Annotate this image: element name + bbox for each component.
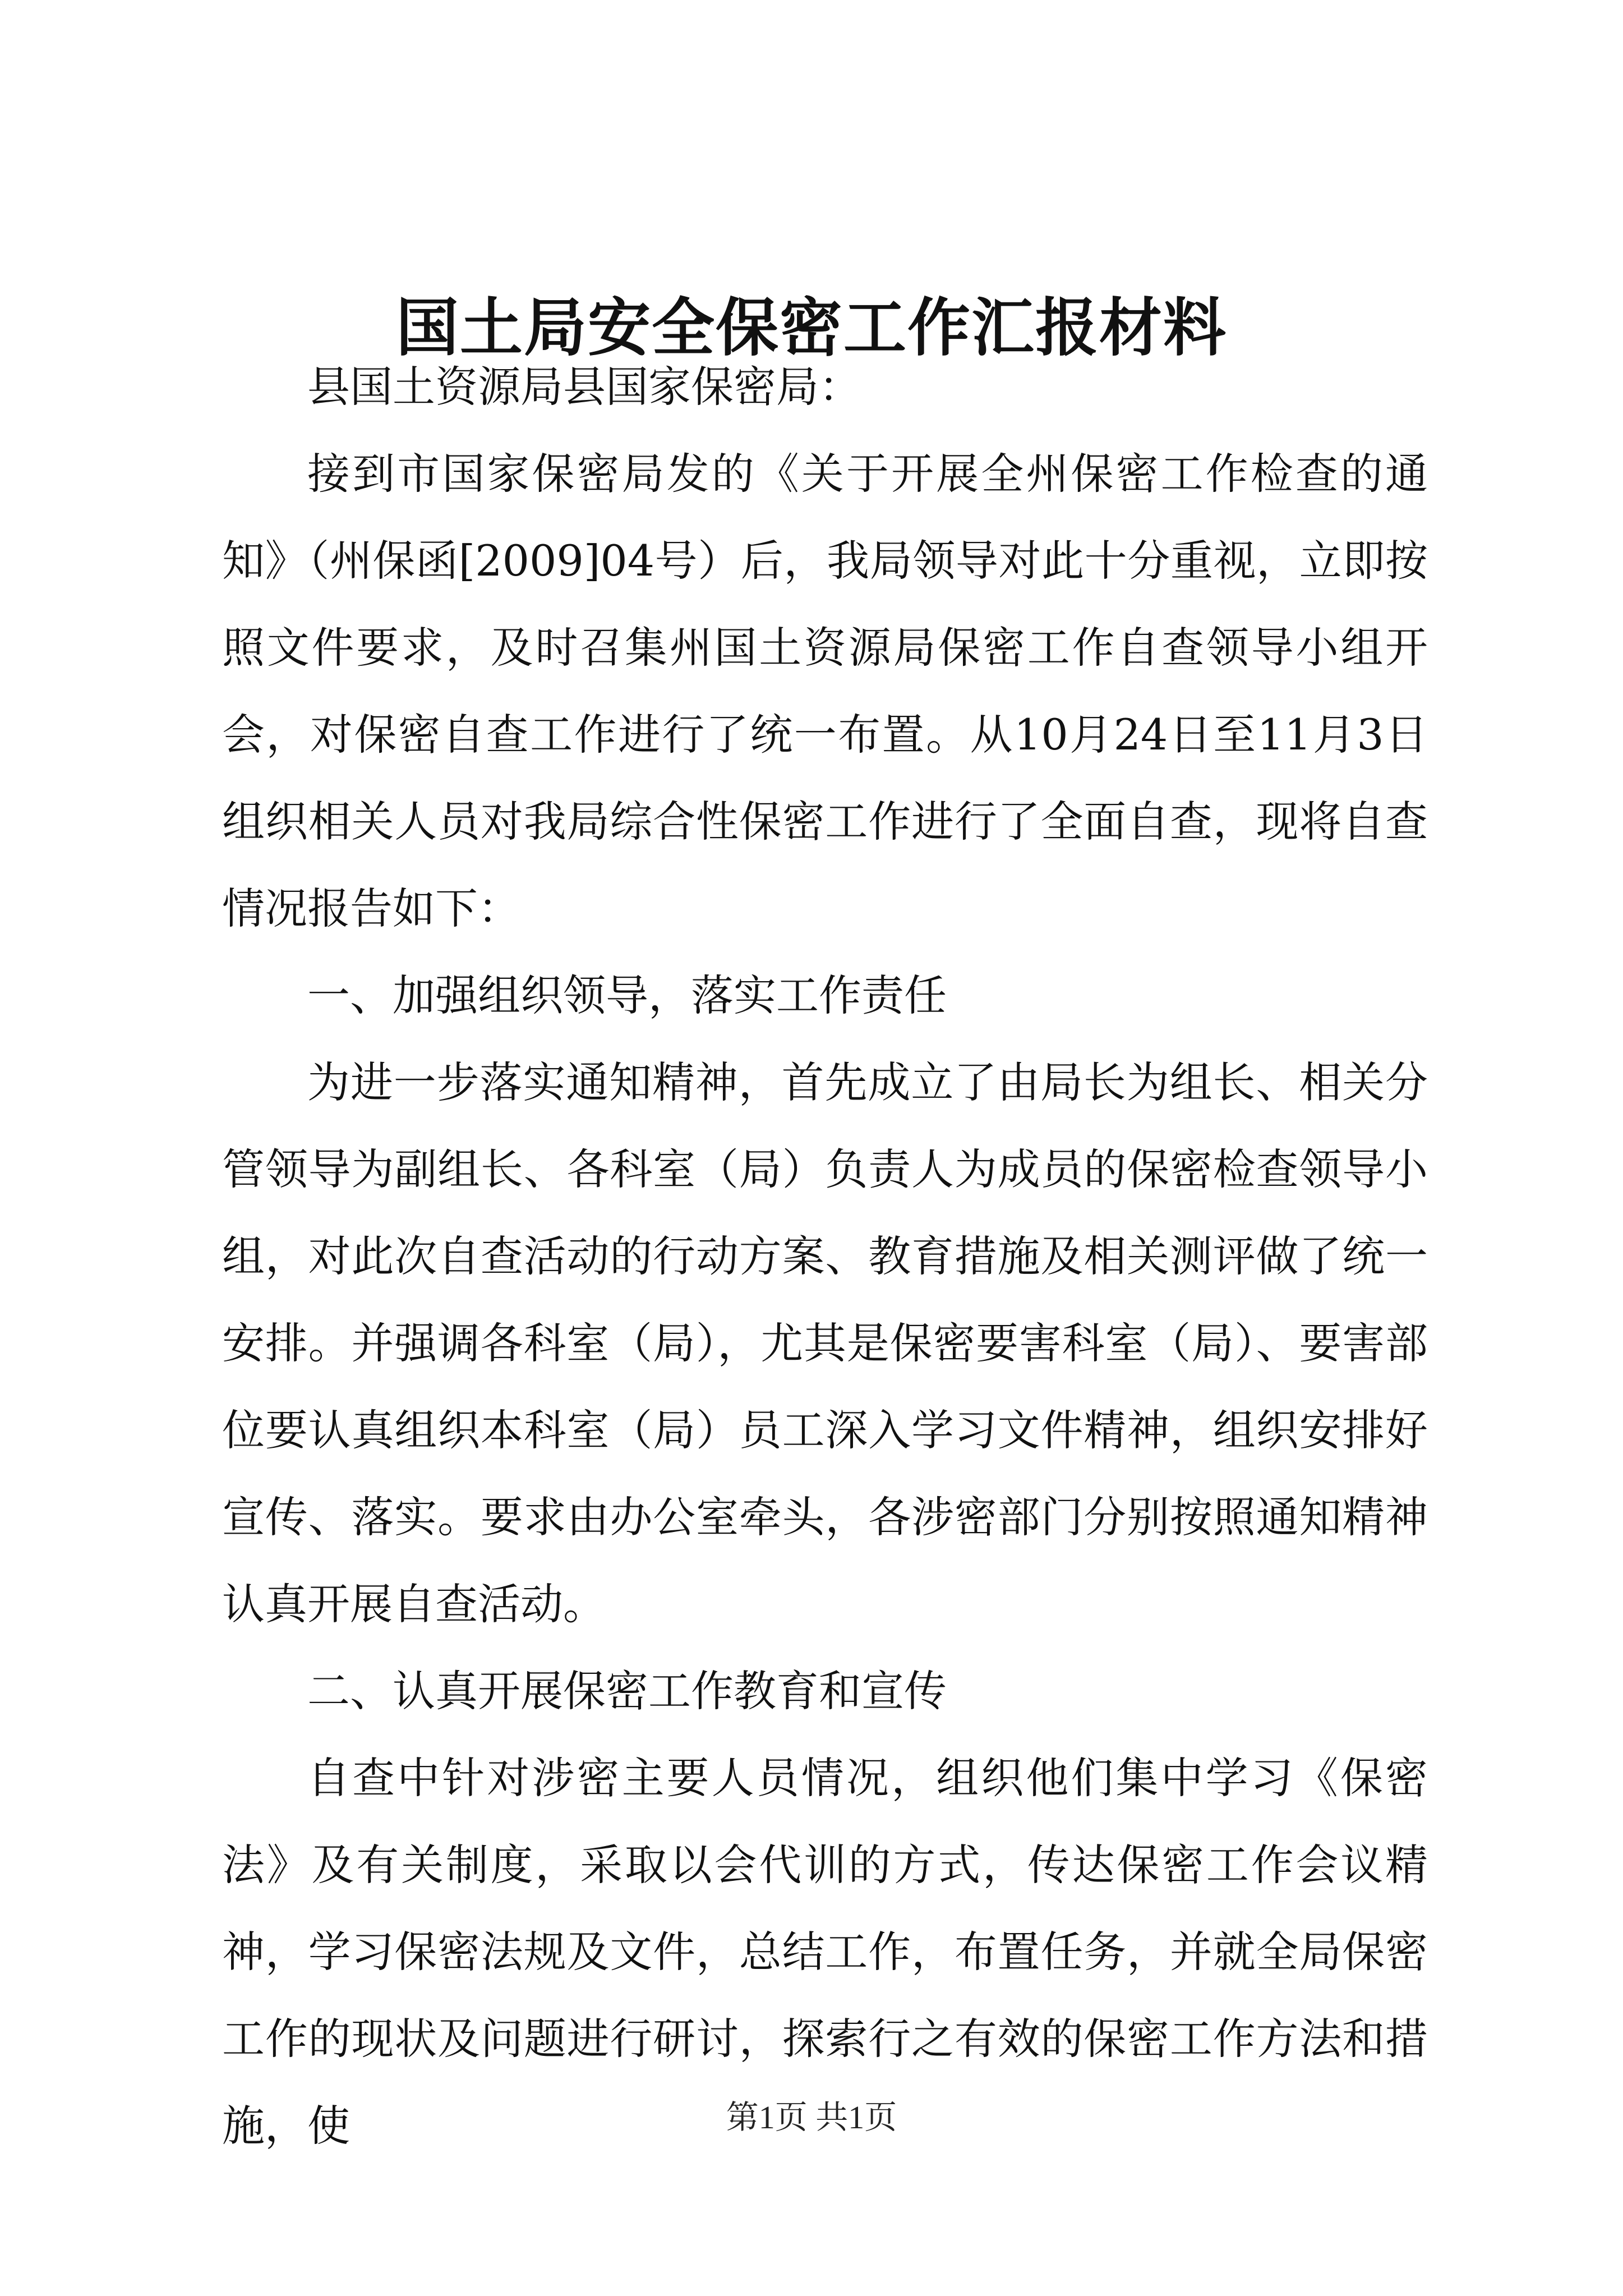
body-paragraph: 接到市国家保密局发的《关于开展全州保密工作检查的通知》（州保函[2009]04号）后，我局领导对此十分重视，立即按照文件要求，及时召集州国土资源局保密工作自查领导小组开会，对保密自查工作进行了统一布置。从10月24日至11月3日组织相关人员对我局综合性保密工作进行了全面自查，现将自查情况报告如下： [222, 449, 1428, 933]
section-heading: 一、加强组织领导，落实工作责任 [307, 970, 947, 1020]
salutation: 县国土资源局县国家保密局： [307, 362, 861, 412]
section-heading: 二、认真开展保密工作教育和宣传 [307, 1666, 947, 1716]
document-title: 国土局安全保密工作汇报材料 [396, 291, 1227, 365]
page-footer: 第1页 共1页 [726, 2099, 897, 2136]
body-paragraph: 为进一步落实通知精神，首先成立了由局长为组长、相关分管领导为副组长、各科室（局）负责人为成员的保密检查领导小组，对此次自查活动的行动方案、教育措施及相关测评做了统一安排。并强调各科室（局），尤其是保密要害科室（局）、要害部位要认真组织本科室（局）员工深入学习文件精神，组织安排好宣传、落实。要求由办公室牵头，各涉密部门分别按照通知精神认真开展自查活动。 [222, 1057, 1428, 1629]
body-paragraph: 自查中针对涉密主要人员情况，组织他们集中学习《保密法》及有关制度，采取以会代训的方式，传达保密工作会议精神，学习保密法规及文件，总结工作，布置任务，并就全局保密工作的现状及问题进行研讨，探索行之有效的保密工作方法和措施，使 [222, 1753, 1428, 2151]
document-body [222, 343, 1428, 2169]
